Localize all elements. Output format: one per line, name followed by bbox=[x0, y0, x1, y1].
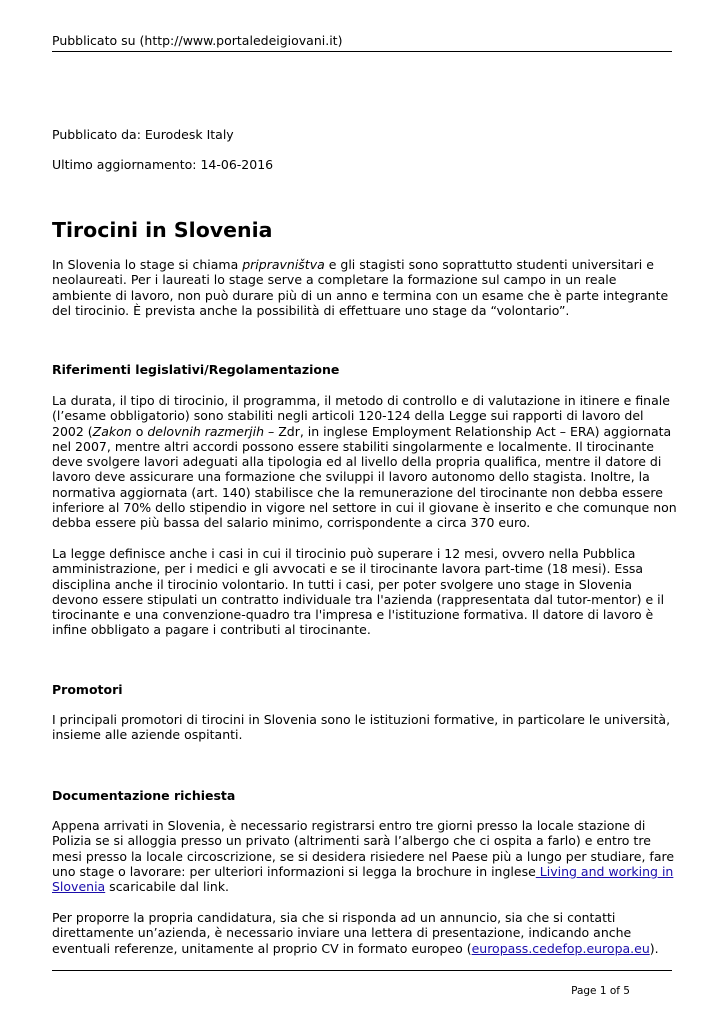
published-by: Pubblicato da: Eurodesk Italy bbox=[52, 127, 234, 142]
europass-link[interactable]: europass.cedefop.europa.eu bbox=[471, 940, 650, 956]
last-update: Ultimo aggiornamento: 14-06-2016 bbox=[52, 157, 274, 172]
term-zakon: Zakon bbox=[92, 423, 132, 439]
promoters-paragraph: I principali promotori di tirocini in Slovenia sono le istituzioni formative, in particolare le università, insieme alle aziende ospitanti. bbox=[52, 712, 671, 743]
header-divider bbox=[52, 51, 672, 52]
intro-paragraph: In Slovenia lo stage si chiama pripravništva e gli stagisti sono soprattutto studenti universitari e neolaureati. Per i laureati lo stage serve a completare la formazione sul campo in un reale ambiente di lavoro, non può durare più di un anno e termina con un esame che è parte integrante del tirocinio. È prevista anche la possibilità di effettuare uno stage da “volontario”. bbox=[52, 257, 669, 318]
legislation-paragraph-1: La durata, il tipo di tirocinio, il programma, il metodo di controllo e di valutazione in itinere e finale (l’esame obbligatorio) sono stabiliti negli articoli 120-124 della Legge sui rapporti di lavoro del 2002 (Zakon o delovnih razmerjih – Zdr, in inglese Employment Relationship Act – ERA) aggiornata nel 2007, mentre altri accordi possono essere stabiliti singolarmente e localmente. Il tirocinante deve svolgere lavori adeguati alla tipologia ed al livello della propria qualifica, mentre il datore di lavoro deve assicurare una formazione che sviluppi il lavoro autonomo dello stagista. Inoltre, la normativa aggiornata (art. 140) stabilisce che la remunerazione del tirocinante non debba essere inferiore al 70% dello stipendio in vigore nel settore in cui il giovane è inserito e che comunque non debba essere più bassa del salario minimo, corrispondente a circa 370 euro. bbox=[52, 393, 677, 531]
living-and-working-link[interactable]: Living and working in Slovenia bbox=[52, 863, 674, 895]
section-heading-documentation: Documentazione richiesta bbox=[52, 788, 236, 803]
legislation-paragraph-2: La legge definisce anche i casi in cui il tirocinio può superare i 12 mesi, ovvero nella Pubblica amministrazione, per i medici e gli avvocati e se il tirocinante lavora part-time (18 mesi). Essa disciplina anche il tirocinio volontario. In tutti i casi, per poter svolgere uno stage in Slovenia devono essere stipulati un contratto individuale tra l'azienda (rappresentata dal tutor-mentor) e il tirocinante e una convenzione-quadro tra l'impresa e l'istituzione formativa. Il datore di lavoro è infine obbligato a pagare i contributi al tirocinante. bbox=[52, 546, 665, 638]
term-delovnih-razmerjih: delovnih razmerjih bbox=[147, 423, 264, 439]
page-number: Page 1 of 5 bbox=[571, 985, 630, 997]
documentation-paragraph-2: Per proporre la propria candidatura, sia che si risponda ad un annuncio, sia che si contatti direttamente un’azienda, è necessario inviare una lettera di presentazione, indicando anche eventuali referenze, unitamente al proprio CV in formato europeo (europass.cedefop.europa.eu). bbox=[52, 910, 659, 956]
header-source: Pubblicato su (http://www.portaledeigiovani.it) bbox=[52, 33, 343, 48]
section-heading-legislation: Riferimenti legislativi/Regolamentazione bbox=[52, 362, 340, 377]
footer-divider bbox=[52, 970, 672, 971]
documentation-paragraph-1: Appena arrivati in Slovenia, è necessario registrarsi entro tre giorni presso la locale stazione di Polizia se si alloggia presso un privato (altrimenti sarà l’albergo che ci ospita a farlo) e entro tre mesi presso la locale circoscrizione, se si desidera risiedere nel Paese più a lungo per studiare, fare uno stage o lavorare: per ulteriori informazioni si legga la brochure in inglese Living and working in Slovenia scaricabile dal link. bbox=[52, 818, 675, 895]
section-heading-promoters: Promotori bbox=[52, 682, 123, 697]
term-pripravnistva: pripravništva bbox=[242, 257, 325, 272]
page-title: Tirocini in Slovenia bbox=[52, 218, 273, 242]
